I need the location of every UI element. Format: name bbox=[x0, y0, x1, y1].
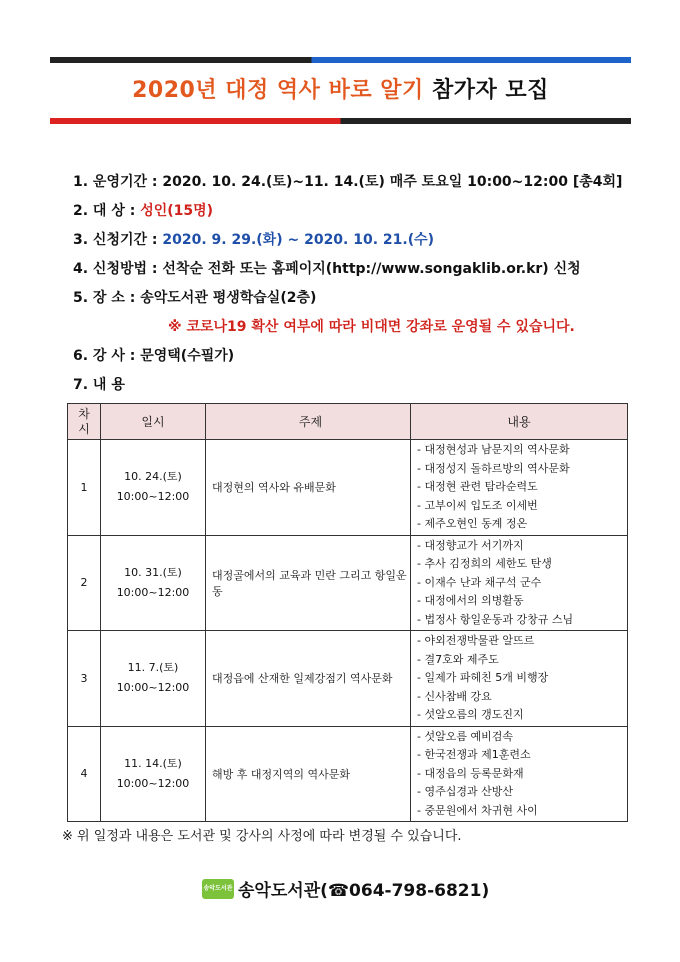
row-date bbox=[101, 726, 206, 822]
footnote: ※ 위 일정과 내용은 도서관 및 강사의 사정에 따라 변경될 수 있습니다. bbox=[62, 829, 462, 844]
row-content bbox=[411, 440, 628, 536]
page-title bbox=[50, 68, 631, 114]
row-no: 4 bbox=[68, 726, 101, 822]
content-item: - 신사참배 강요 bbox=[417, 688, 626, 707]
content-item: - 이재수 난과 채구석 군수 bbox=[417, 574, 626, 593]
table-header-row bbox=[68, 404, 628, 440]
title-rest: 참가자 모집 bbox=[431, 78, 549, 103]
library-logo-icon: 송악도서관 bbox=[202, 879, 234, 899]
header-content: 내용 bbox=[411, 404, 628, 440]
bottom-color-band bbox=[50, 118, 631, 124]
row-no: 2 bbox=[68, 535, 101, 631]
row-topic: 해방 후 대정지역의 역사문화 bbox=[206, 726, 411, 822]
row-date-time: 10:00~12:00 bbox=[116, 490, 190, 504]
row-no: 3 bbox=[68, 631, 101, 727]
header-date: 일시 bbox=[101, 404, 206, 440]
table-row bbox=[68, 535, 628, 631]
header-topic: 주제 bbox=[206, 404, 411, 440]
content-item: - 중문원에서 차귀현 사이 bbox=[417, 802, 626, 821]
content-item: - 대정에서의 의병활동 bbox=[417, 592, 626, 611]
row-date-day: 10. 24.(토) bbox=[124, 470, 182, 484]
row-date bbox=[101, 535, 206, 631]
row-content bbox=[411, 535, 628, 631]
schedule-table bbox=[67, 403, 628, 822]
info-content-heading: 7. 내 용 bbox=[73, 377, 125, 393]
content-item: - 섯알오름 예비검속 bbox=[417, 728, 626, 747]
footer-contact bbox=[202, 876, 489, 901]
covid-note: ※ 코로나19 확산 여부에 따라 비대면 강좌로 운영될 수 있습니다. bbox=[168, 319, 575, 335]
info-apply-period: 3. 신청기간 : 2020. 9. 29.(화) ~ 2020. 10. 21.(수) bbox=[73, 232, 435, 248]
row-date bbox=[101, 631, 206, 727]
content-item: - 추사 김정희의 세한도 탄생 bbox=[417, 555, 626, 574]
header-no: 차 시 bbox=[68, 404, 101, 440]
row-date-time: 10:00~12:00 bbox=[116, 585, 190, 599]
row-no: 1 bbox=[68, 440, 101, 536]
row-content bbox=[411, 726, 628, 822]
content-item: - 야외전쟁박물관 알뜨르 bbox=[417, 632, 626, 651]
content-item: - 대정향교가 서기까지 bbox=[417, 537, 626, 556]
content-item: - 영주십경과 산방산 bbox=[417, 783, 626, 802]
content-item: - 결7호와 제주도 bbox=[417, 651, 626, 670]
content-item: - 대정현 관련 탐라순력도 bbox=[417, 478, 626, 497]
content-item: - 일제가 파헤친 5개 비행장 bbox=[417, 669, 626, 688]
row-content bbox=[411, 631, 628, 727]
content-item: - 제주오현인 동계 정온 bbox=[417, 515, 626, 534]
table-row bbox=[68, 726, 628, 822]
row-topic: 대정현의 역사와 유배문화 bbox=[206, 440, 411, 536]
info-lecturer: 6. 강 사 : 문영택(수필가) bbox=[73, 348, 235, 364]
content-item: - 고부이씨 입도조 이세번 bbox=[417, 497, 626, 516]
row-date-day: 10. 31.(토) bbox=[124, 565, 182, 579]
row-date-day: 11. 14.(토) bbox=[124, 756, 182, 770]
content-item: - 대정읍의 등록문화재 bbox=[417, 765, 626, 784]
info-list bbox=[73, 172, 653, 404]
row-topic: 대정읍에 산재한 일제강점기 역사문화 bbox=[206, 631, 411, 727]
title-highlight: 2020년 대정 역사 바로 알기 bbox=[132, 78, 424, 103]
footer-text: 송악도서관(☎064-798-6821) bbox=[238, 881, 490, 901]
info-target: 2. 대 상 : 성인(15명) bbox=[73, 203, 214, 219]
info-period: 1. 운영기간 : 2020. 10. 24.(토)~11. 14.(토) 매주 토요일 10:00~12:00 [총4회] bbox=[73, 174, 623, 190]
row-date-day: 11. 7.(토) bbox=[127, 661, 179, 675]
content-item: - 한국전쟁과 제1훈련소 bbox=[417, 746, 626, 765]
table-row bbox=[68, 631, 628, 727]
row-date-time: 10:00~12:00 bbox=[116, 776, 190, 790]
table-row bbox=[68, 440, 628, 536]
row-topic: 대정골에서의 교육과 민란 그리고 항일운동 bbox=[206, 535, 411, 631]
row-date-time: 10:00~12:00 bbox=[116, 681, 190, 695]
content-item: - 대정현성과 남문지의 역사문화 bbox=[417, 441, 626, 460]
info-place: 5. 장 소 : 송악도서관 평생학습실(2층) bbox=[73, 290, 317, 306]
info-apply-method: 4. 신청방법 : 선착순 전화 또는 홈페이지(http://www.songaklib.or.kr) 신청 bbox=[73, 261, 581, 277]
row-date bbox=[101, 440, 206, 536]
content-item: - 섯알오름의 갱도진지 bbox=[417, 706, 626, 725]
content-item: - 법정사 항일운동과 강창규 스님 bbox=[417, 611, 626, 630]
top-color-band bbox=[50, 57, 631, 63]
content-item: - 대정성지 돌하르방의 역사문화 bbox=[417, 460, 626, 479]
